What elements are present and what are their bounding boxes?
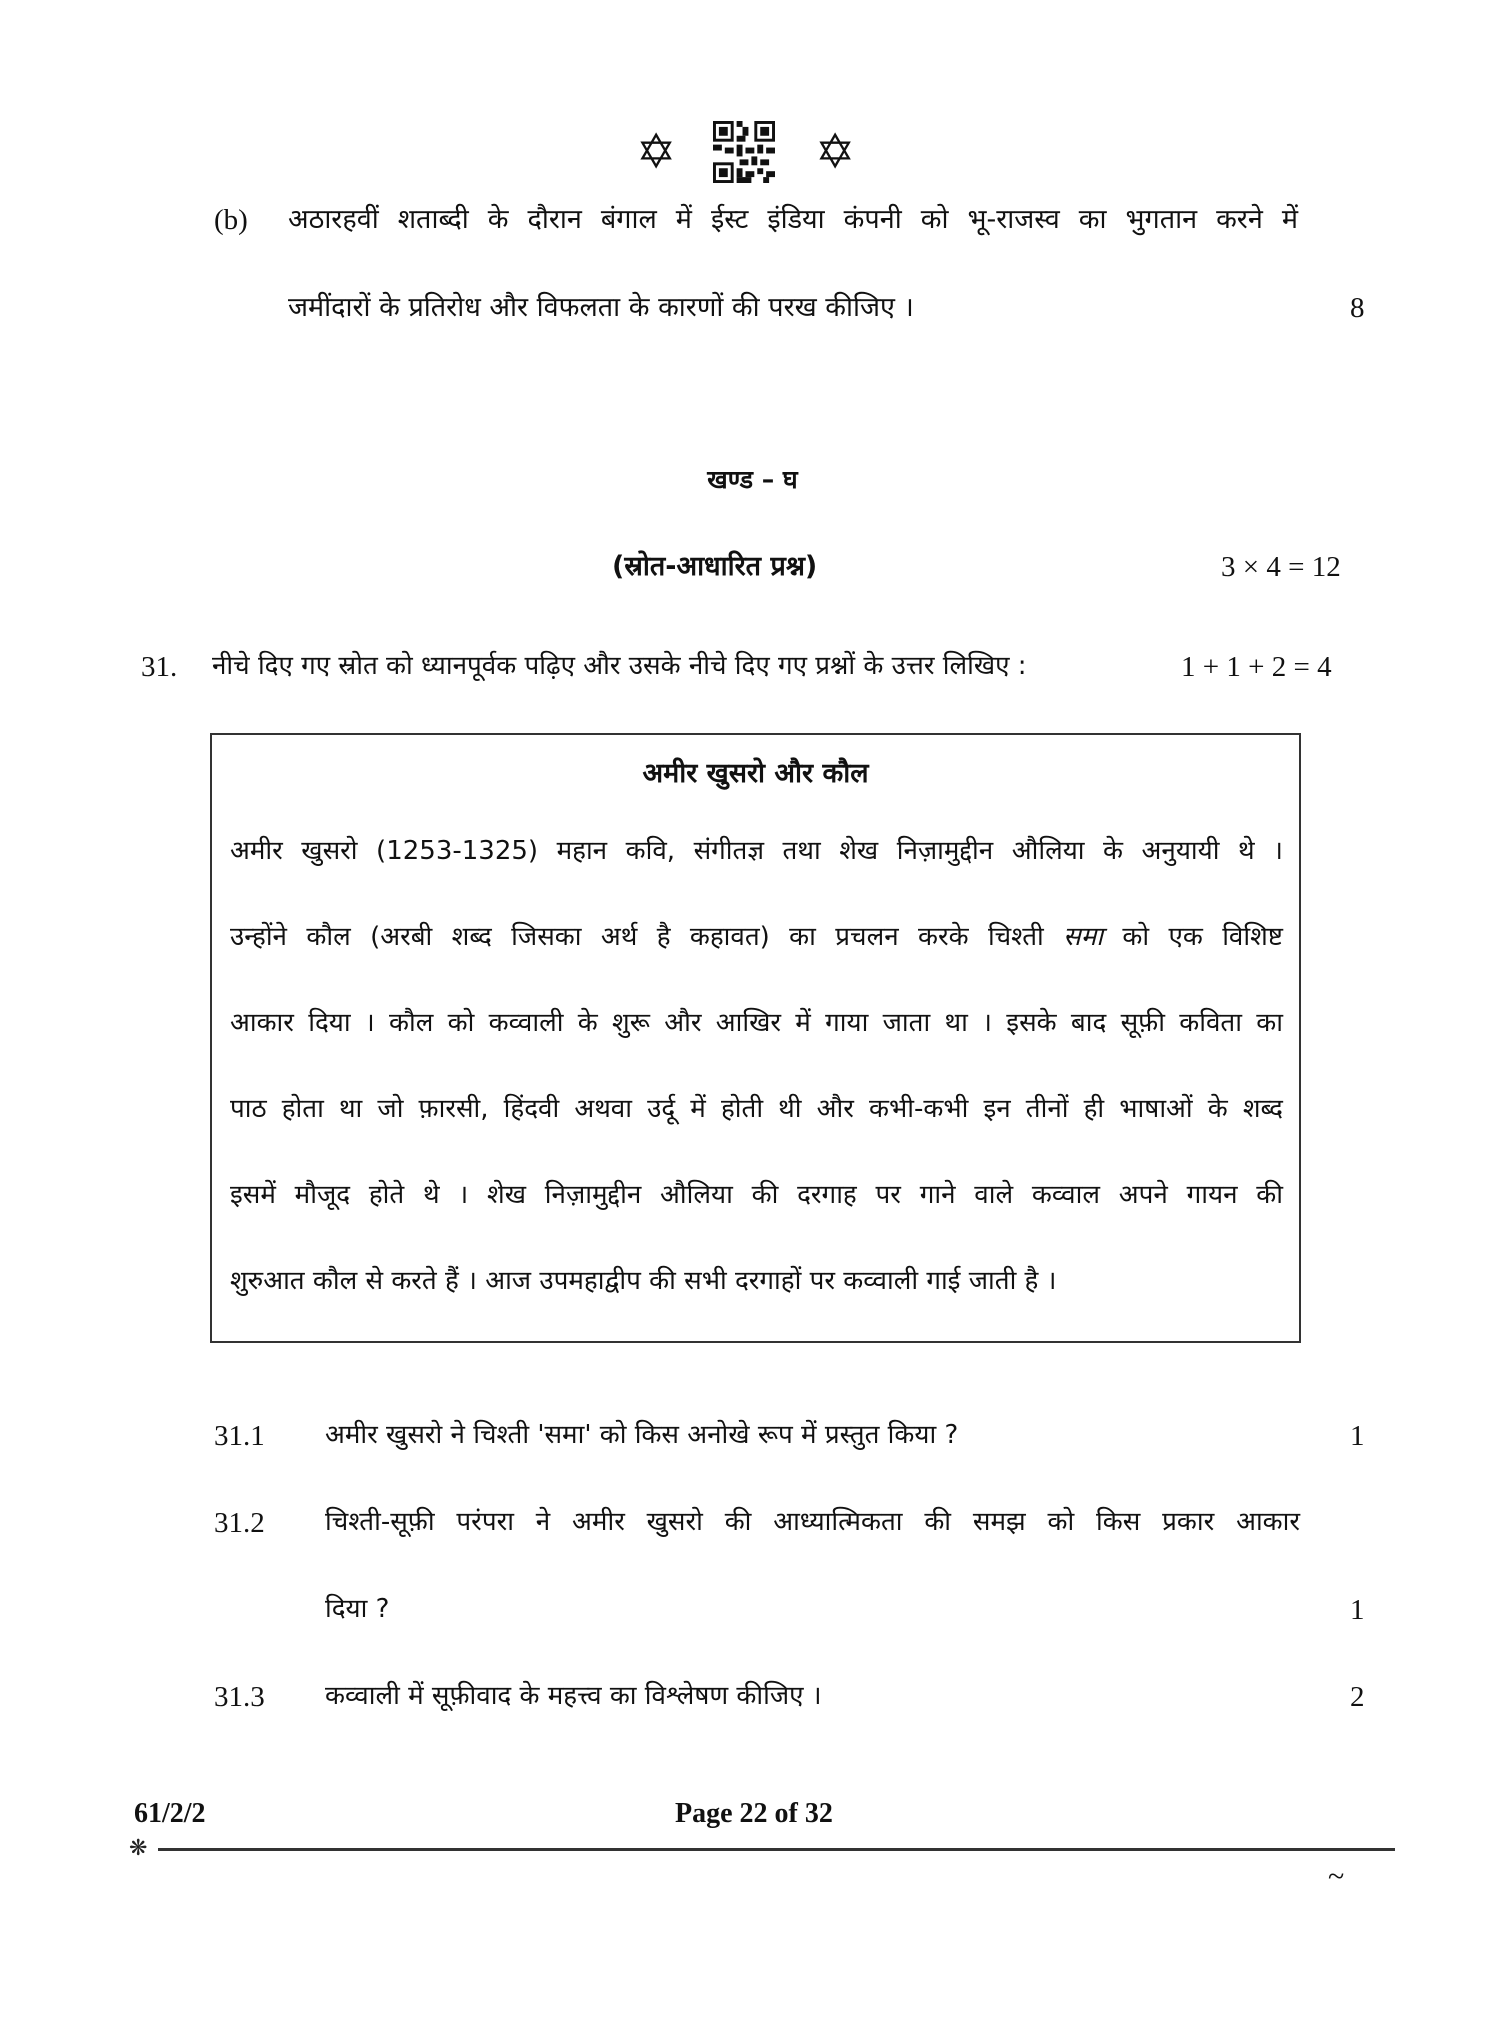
star-of-david-icon: ✡ [636,124,677,180]
flower-icon: ❋ [129,1836,148,1861]
question-instruction: नीचे दिए गए स्रोत को ध्यानपूर्वक पढ़िए और उसके नीचे दिए गए प्रश्नों के उत्तर लिखिए : [212,651,1027,681]
sub-question-number: 31.3 [214,1681,265,1713]
source-line-text: उन्होंने कौल (अरबी शब्द जिसका अर्थ है कहावत) का प्रचलन करके चिश्ती [230,922,1044,952]
sub-question-marks: 1 [1350,1420,1365,1452]
tilde-mark: ~ [1328,1860,1345,1893]
paper-code: 61/2/2 [134,1798,206,1829]
footer-divider [158,1848,1395,1851]
qr-code-icon [713,121,775,183]
star-of-david-icon: ✡ [815,124,856,180]
section-subtitle: (स्रोत-आधारित प्रश्न) [612,551,818,582]
question-marks: 8 [1350,292,1365,324]
source-line: पाठ होता था जो फ़ारसी, हिंदवी अथवा उर्दू में होती थी और कभी-कभी इन तीनों ही भाषाओं के शब्द [230,1094,1283,1124]
sub-question-text: चिश्ती-सूफ़ी परंपरा ने अमीर खुसरो की आध्यात्मिकता की समझ को किस प्रकार आकार [325,1507,1300,1537]
sub-question-text: कव्वाली में सूफ़ीवाद के महत्त्व का विश्लेषण कीजिए । [325,1681,822,1711]
sub-question-text: अमीर खुसरो ने चिश्ती 'समा' को किस अनोखे रूप में प्रस्तुत किया ? [325,1420,959,1450]
section-marks: 3 × 4 = 12 [1221,551,1341,583]
question-label: (b) [214,204,248,236]
question-number: 31. [141,651,178,683]
sub-question-marks: 1 [1350,1594,1365,1626]
question-marks: 1 + 1 + 2 = 4 [1181,651,1332,683]
sub-question-number: 31.2 [214,1507,265,1539]
source-passage-box [210,733,1301,1343]
sub-question-text-continued: दिया ? [325,1594,390,1624]
question-text-line: जमींदारों के प्रतिरोध और विफलता के कारणों की परख कीजिए । [288,292,914,323]
source-line: इसमें मौजूद होते थे । शेख निज़ामुद्दीन औलिया की दरगाह पर गाने वाले कव्वाल अपने गायन की [230,1180,1283,1210]
sub-question-marks: 2 [1350,1681,1365,1713]
source-line-italic-term: समा [1063,922,1104,952]
question-text-line: अठारहवीं शताब्दी के दौरान बंगाल में ईस्ट इंडिया कंपनी को भू-राजस्व का भुगतान करने में [288,204,1298,235]
source-title: अमीर खुसरो और कौल [642,758,869,789]
source-line-text: को एक विशिष्ट [1122,922,1283,952]
source-line: आकार दिया । कौल को कव्वाली के शुरू और आखिर में गाया जाता था । इसके बाद सूफ़ी कविता का [230,1008,1283,1038]
source-line: शुरुआत कौल से करते हैं । आज उपमहाद्वीप की सभी दरगाहों पर कव्वाली गाई जाती है । [230,1266,1057,1296]
source-line: अमीर खुसरो (1253-1325) महान कवि, संगीतज्ञ तथा शेख निज़ामुद्दीन औलिया के अनुयायी थे । [230,836,1283,866]
page-number: Page 22 of 32 [675,1798,833,1829]
section-title: खण्ड – घ [707,465,798,494]
sub-question-number: 31.1 [214,1420,265,1452]
source-line [230,924,1283,950]
